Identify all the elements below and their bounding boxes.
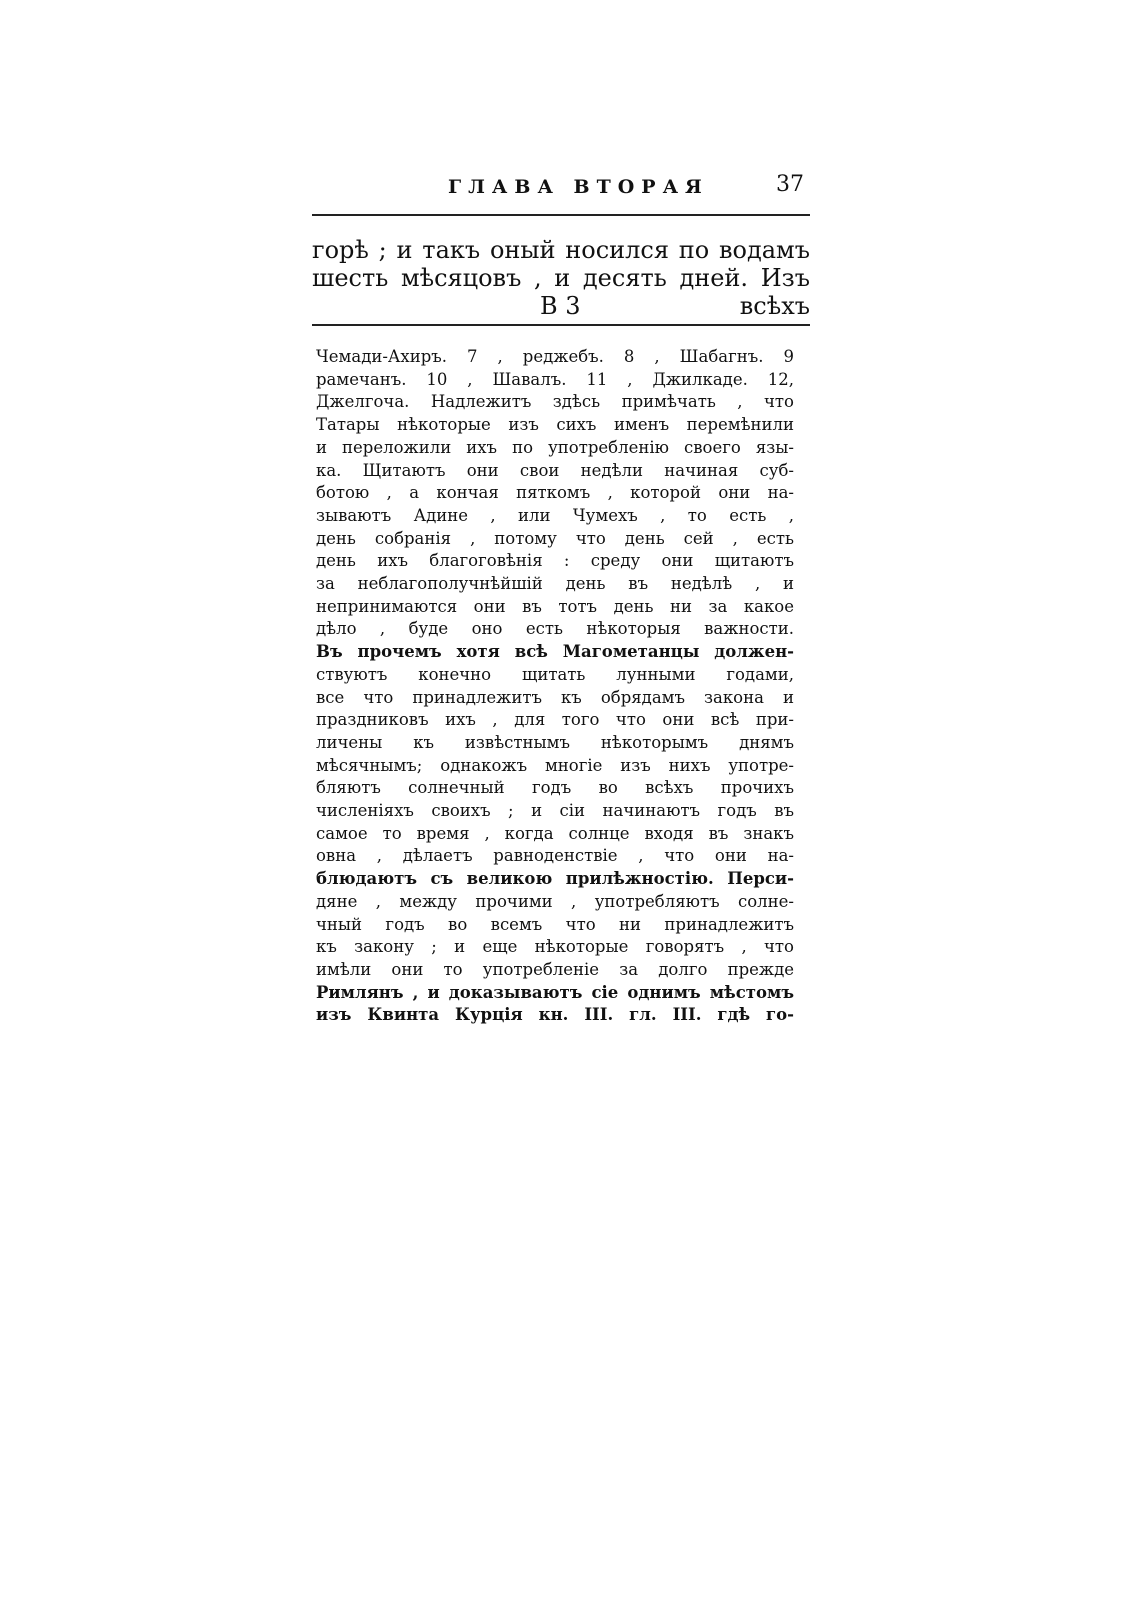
footnote-line: бляютъ солнечный годъ во всѣхъ прочихъ [316, 778, 794, 798]
footnote-line: за неблагополучнѣйшій день въ недѣлѣ , и [316, 574, 794, 594]
main-text-line: горѣ ; и такъ оный носился по водамъ [312, 236, 810, 264]
footnote-line: Чемади-Ахиръ. 7 , реджебъ. 8 , Шабагнъ. 9 [316, 347, 794, 366]
footnote-line: блюдаютъ съ великою прилѣжностію. Перси- [316, 869, 794, 889]
signature-line [312, 292, 810, 320]
footnote-line: Римлянъ , и доказываютъ сіе однимъ мѣстомъ [316, 982, 794, 1002]
footnote-line: изъ Квинта Курція кн. III. гл. III. гдѣ го- [316, 1005, 794, 1025]
main-text-rule [312, 324, 810, 326]
footnote-line: ствуютъ конечно щитать лунными годами, [316, 664, 794, 684]
footnote-line: ка. Щитаютъ они свои недѣли начиная суб- [316, 460, 794, 480]
footnote-line: къ закону ; и еще нѣкоторые говорятъ , что [316, 937, 794, 957]
footnote-line: чный годъ во всемъ что ни принадлежитъ [316, 914, 794, 934]
footnote-line: день собранія , потому что день сей , есть [316, 528, 794, 548]
main-text [312, 236, 810, 320]
footnote-line: все что принадлежитъ къ обрядамъ закона и [316, 687, 794, 707]
footnote-line: личены къ извѣстнымъ нѣкоторымъ днямъ [316, 732, 794, 752]
footnote-line: численіяхъ своихъ ; и сіи начинаютъ годъ въ [316, 801, 794, 821]
footnote [316, 346, 794, 1027]
footnote-line: ботою , а кончая пяткомъ , которой они на- [316, 483, 794, 503]
main-text-line: шесть мѣсяцовъ , и десять дней. Изъ [312, 264, 810, 292]
footnote-line: непринимаются они въ тотъ день ни за какое [316, 596, 794, 616]
catchword: всѣхъ [739, 292, 810, 320]
footnote-line: дяне , между прочими , употребляютъ солне- [316, 891, 794, 911]
footnote-line: овна , дѣлаетъ равноденствіе , что они на- [316, 846, 794, 866]
footnote-line: день ихъ благоговѣнія : среду они щитаютъ [316, 551, 794, 571]
page-number: 37 [776, 172, 804, 197]
footnote-line: самое то время , когда солнце входя въ знакъ [316, 823, 794, 843]
footnote-line: рамечанъ. 10 , Шавалъ. 11 , Джилкаде. 12, [316, 369, 794, 389]
header-rule [312, 214, 810, 216]
signature-mark: B 3 [540, 292, 581, 320]
footnote-line: имѣли они то употребленіе за долго прежде [316, 959, 794, 979]
footnote-line: праздниковъ ихъ , для того что они всѣ при- [316, 710, 794, 730]
footnote-line: Джелгоча. Надлежитъ здѣсь примѣчать , что [316, 392, 794, 412]
running-title: ГЛАВА ВТОРАЯ [448, 176, 709, 198]
footnote-line: Татары нѣкоторые изъ сихъ именъ перемѣнили [316, 415, 794, 435]
page-header [312, 172, 810, 206]
footnote-line: и переложили ихъ по употребленію своего язы- [316, 437, 794, 457]
footnote-line: зываютъ Адине , или Чумехъ , то есть , [316, 505, 794, 525]
footnote-line: мѣсячнымъ; однакожъ многіе изъ нихъ употре- [316, 755, 794, 775]
footnote-line: дѣло , буде оно есть нѣкоторыя важности. [316, 619, 794, 639]
footnote-line: Въ прочемъ хотя всѣ Магометанцы должен- [316, 642, 794, 662]
